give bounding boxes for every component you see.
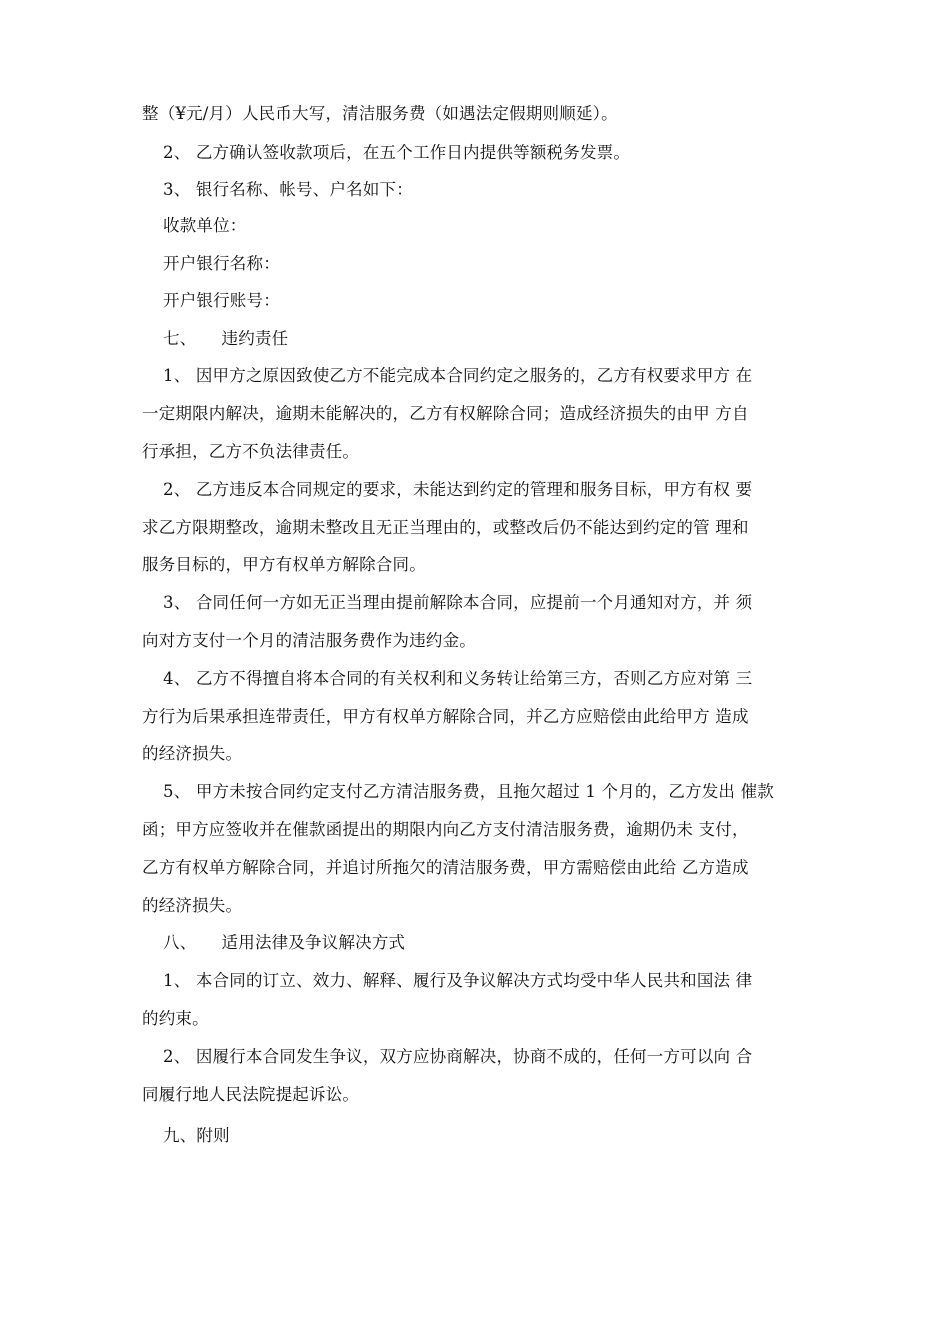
section-heading: 九、附则 xyxy=(163,1126,230,1145)
section-heading: 七、 违约责任 xyxy=(163,329,289,348)
text-line: 的约束。 xyxy=(142,1009,209,1028)
text-line: 整（¥元/月）人民币大写，清洁服务费（如遇法定假期则顺延）。 xyxy=(142,104,618,123)
text-line: 开户银行账号： xyxy=(163,291,280,310)
text-line: 1、 因甲方之原因致使乙方不能完成本合同约定之服务的，乙方有权要求甲方 在 xyxy=(163,366,753,385)
text-line: 的经济损失。 xyxy=(142,896,243,915)
text-line: 向对方支付一个月的清洁服务费作为违约金。 xyxy=(142,631,476,650)
text-line: 求乙方限期整改，逾期未整改且无正当理由的，或整改后仍不能达到约定的管 理和 xyxy=(142,518,749,537)
text-line: 的经济损失。 xyxy=(142,744,243,763)
text-line: 收款单位： xyxy=(163,216,247,235)
text-line: 开户银行名称： xyxy=(163,254,280,273)
text-line: 1、 本合同的订立、效力、解释、履行及争议解决方式均受中华人民共和国法 律 xyxy=(163,971,753,990)
text-line: 函；甲方应签收并在催款函提出的期限内向乙方支付清洁服务费，逾期仍未 支付， xyxy=(142,820,749,839)
text-line: 2、 乙方确认签收款项后，在五个工作日内提供等额税务发票。 xyxy=(163,143,631,162)
text-line: 2、 乙方违反本合同规定的要求，未能达到约定的管理和服务目标，甲方有权 要 xyxy=(163,480,753,499)
section-heading: 八、 适用法律及争议解决方式 xyxy=(163,933,406,952)
text-line: 乙方有权单方解除合同，并追讨所拖欠的清洁服务费，甲方需赔偿由此给 乙方造成 xyxy=(142,858,749,877)
text-line: 4、 乙方不得擅自将本合同的有关权利和义务转让给第三方，否则乙方应对第 三 xyxy=(163,669,753,688)
text-line: 行承担，乙方不负法律责任。 xyxy=(142,442,360,461)
text-line: 服务目标的，甲方有权单方解除合同。 xyxy=(142,555,426,574)
text-line: 同履行地人民法院提起诉讼。 xyxy=(142,1085,360,1104)
text-line: 2、 因履行本合同发生争议，双方应协商解决，协商不成的，任何一方可以向 合 xyxy=(163,1047,753,1066)
text-line: 一定期限内解决，逾期未能解决的，乙方有权解除合同；造成经济损失的由甲 方自 xyxy=(142,404,749,423)
text-line: 3、 银行名称、帐号、户名如下： xyxy=(163,180,413,199)
text-line: 5、 甲方未按合同约定支付乙方清洁服务费，且拖欠超过 1 个月的，乙方发出 催款 xyxy=(163,782,774,801)
text-line: 3、 合同任何一方如无正当理由提前解除本合同，应提前一个月通知对方，并 须 xyxy=(163,593,753,612)
text-line: 方行为后果承担连带责任，甲方有权单方解除合同，并乙方应赔偿由此给甲方 造成 xyxy=(142,707,749,726)
